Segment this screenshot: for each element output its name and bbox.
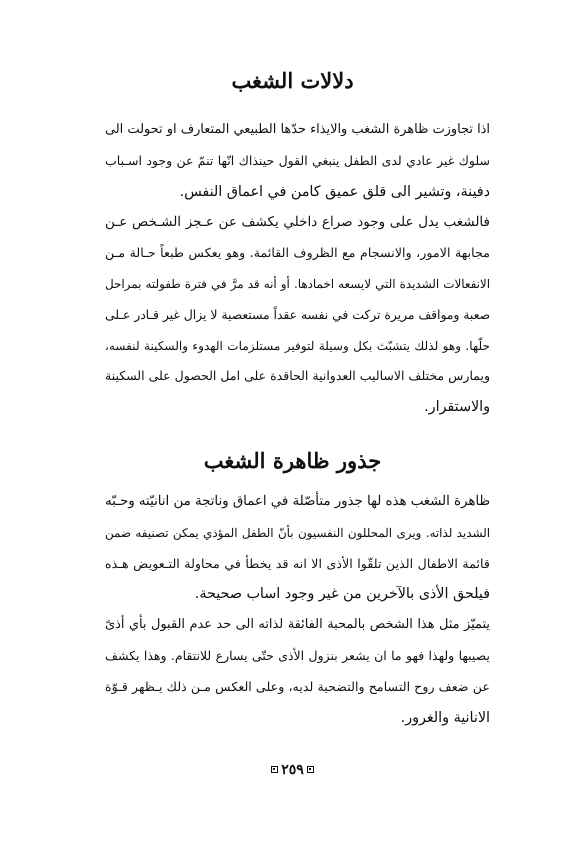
text-line: يتميّز مثل هذا الشخص بالمحبة الفائقة لذاته الى حد عدم القبول بأي أذىً [105,617,490,633]
section-body-roots-of-mischief [105,487,490,733]
text-line: الانانية والغرور. [400,709,490,726]
text-line: صعبة ومواقف مريرة تركت في نفسه عقداً مستعصية لا يزال غير قـادر عـلى [105,307,490,322]
text-line: ويمارس مختلف الاساليب العدوانية الحاقدة على امل الحصول على السكينة [105,368,490,384]
text-line: حلّها. وهو لذلك يتشبّث بكل وسيلة لتوفير مستلزمات الهدوء والسكينة لنفسه، [105,338,490,353]
text-line: فيلحق الأذى بالآخرين من غير وجود اساب صحيحة. [194,586,490,603]
section-title-signs-of-mischief: دلالات الشغب [231,68,354,93]
text-line: فالشغب يدل على وجود صراع داخلي يكشف عن عـجز الشـخص عـن [105,214,490,231]
text-line: قائمة الاطفال الذين تلقّوا الأذى الا انه قد يخطأ في محاولة التـعويض هـذه [105,555,490,571]
text-line: والاستقرار. [424,399,490,416]
page-number-text: ٢٥٩ [281,762,304,778]
text-line: ظاهرة الشغب هذه لها جذور متأصّلة في اعماق وناتجة من انانيّته وحـبّه [105,494,490,509]
page-number [0,760,585,780]
text-line: اذا تجاوزت ظاهرة الشغب والايذاء حدّها الطبيعي المتعارف او تحولت الى [105,122,490,137]
text-line: سلوك غير عادي لدى الطفل ينبغي القول حينذاك انّها تنمّ عن وجود اسـباب [105,152,490,168]
text-line: الشديد لذاته. ويرى المحللون النفسيون بأنّ الطفل المؤذي يمكن تصنيفه ضمن [105,525,490,540]
text-line: عن ضعف روح التسامح والتضحية لديه، وعلى العكس مـن ذلك يـظهر قـوّة [105,678,490,694]
section-title-roots-of-mischief: جذور ظاهرة الشغب [203,448,382,473]
section-body-signs-of-mischief [105,115,490,423]
square-ornament-icon [307,766,314,773]
text-line: مجابهة الامور، والانسجام مع الظروف القائمة. وهو يعكس طبعاً حـالة مـن [105,245,490,261]
text-line: دفينة، وتشير الى قلق عميق كامن في اعماق النفس. [179,183,490,200]
text-line: الانفعالات الشديدة التي لايسعه اخمادها. أو أنه قد مرَّ في فترة طفولته بمراحل [105,276,490,291]
text-line: يصيبها ولهذا فهو ما ان يشعر بنزول الأذى حتّى يسارع للانتقام. وهذا يكشف [105,647,490,663]
square-ornament-icon [271,766,278,773]
